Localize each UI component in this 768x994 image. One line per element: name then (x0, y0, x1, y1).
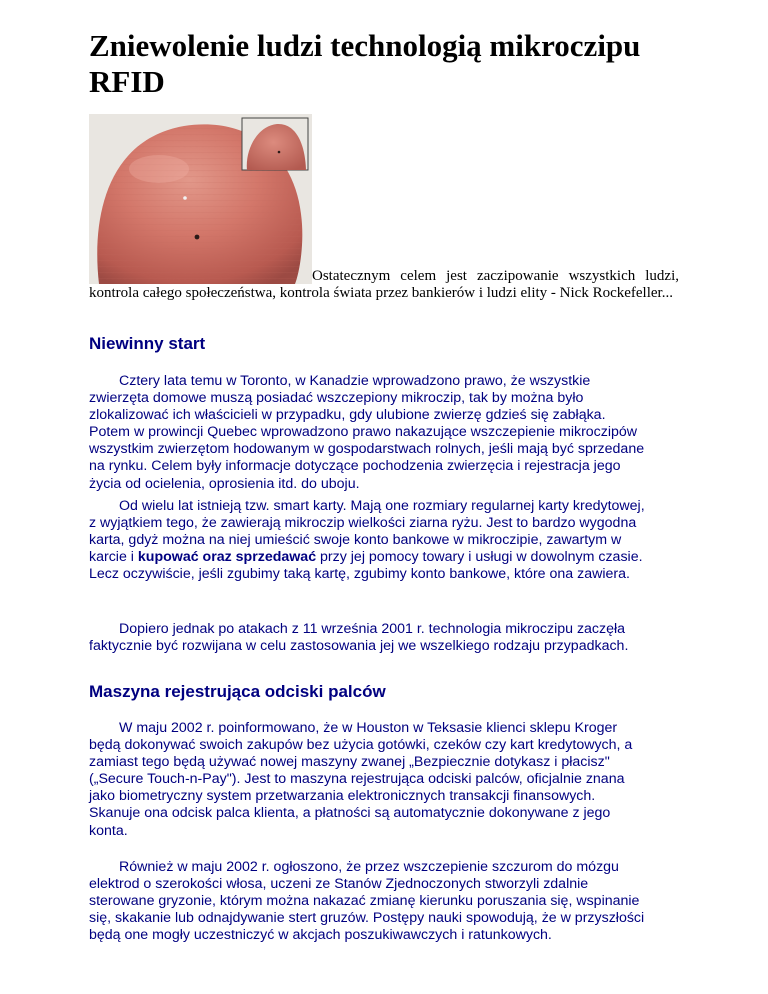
paragraph: W maju 2002 r. poinformowano, że w Houston w Teksasie klienci sklepu Kroger będą dokonywać swoich zakupów bez użycia gotówki, czeków czy kart kredytowych, a zamiast tego będą używać nowej maszyny zwanej „Bezpiecznie dotykasz i płacisz" („Secure Touch-n-Pay"). Jest to maszyna rejestrująca odciski palców, oficjalnie znana jako biometryczny system przetwarzania elektronicznych transakcji finansowych. Skanuje ona odcisk palca klienta, a płatności są automatycznie dokonywane z jego konta. (89, 720, 633, 839)
paragraph-bold-text: kupować oraz sprzedawać (137, 549, 317, 566)
paragraph: Cztery lata temu w Toronto, w Kanadzie wprowadzono prawo, że wszystkie zwierzęta domowe muszą posiadać wszczepiony mikroczip, tak by można było zlokalizować ich właścicieli w przypadku, gdy ulubione zwierzę gdzieś się zabłąka. Potem w prowincji Quebec wprowadzono prawo nakazujące wszczepienie mikroczipów wszystkim zwierzętom hodowanym w gospodarstwach rolnych, jeśli mają być sprzedane na rynku. Celem były informacje dotyczące pochodzenia zwierzęcia i rejestracja jego życia od ocielenia, oprosienia itd. do uboju. (89, 373, 645, 492)
paragraph (89, 498, 649, 583)
fingertip-microchip-image (89, 114, 312, 284)
paragraph-text: przy jej pomocy towary i usługi w dowolnym czasie. Lecz oczywiście, jeśli zgubimy taką kartę, zgubimy konto bankowe, które ona zawiera. (89, 549, 643, 583)
figure-caption-text: Ostatecznym celem jest zaczipowanie wszystkich ludzi, kontrola całego społeczeństwa, kontrola świata przez bankierów i ludzi elity - Nick Rockefeller... (89, 268, 679, 301)
page-title: Zniewolenie ludzi technologią mikroczipu RFID (89, 28, 641, 99)
microchip-dot (195, 235, 200, 240)
paragraph: Również w maju 2002 r. ogłoszono, że przez wszczepienie szczurom do mózgu elektrod o szerokości włosa, uczeni ze Stanów Zjednoczonych stworzyli zdalnie sterowane gryzonie, którym można nakazać zmianę kierunku poruszania się, wspinanie się, skakanie lub odnajdywanie stert gruzów. Postępy nauki spowodują, że w przyszłości będą one mogły uczestniczyć w akcjach poszukiwawczych i ratunkowych. (89, 859, 645, 944)
section-heading-niewinny-start: Niewinny start (89, 334, 206, 353)
paragraph: Dopiero jednak po atakach z 11 września 2001 r. technologia mikroczipu zaczęła faktycznie być rozwijana w celu zastosowania jej we wszelkiego rodzaju przypadkach. (89, 621, 629, 655)
section-heading-maszyna: Maszyna rejestrująca odciski palców (89, 682, 386, 701)
figure-caption (89, 268, 679, 302)
fingertip-photo (89, 114, 312, 284)
paragraph-text: Od wielu lat istnieją tzw. smart karty. Mają one rozmiary regularnej karty kredytowej, z wyjątkiem tego, że zawierają mikroczip wielkości ziarna ryżu. Jest to bardzo wygodna karta, gdyż można na niej umieścić swoje konto bankowe w mikroczipie, zawartym w karcie i (89, 498, 645, 566)
glint-dot (183, 196, 187, 200)
